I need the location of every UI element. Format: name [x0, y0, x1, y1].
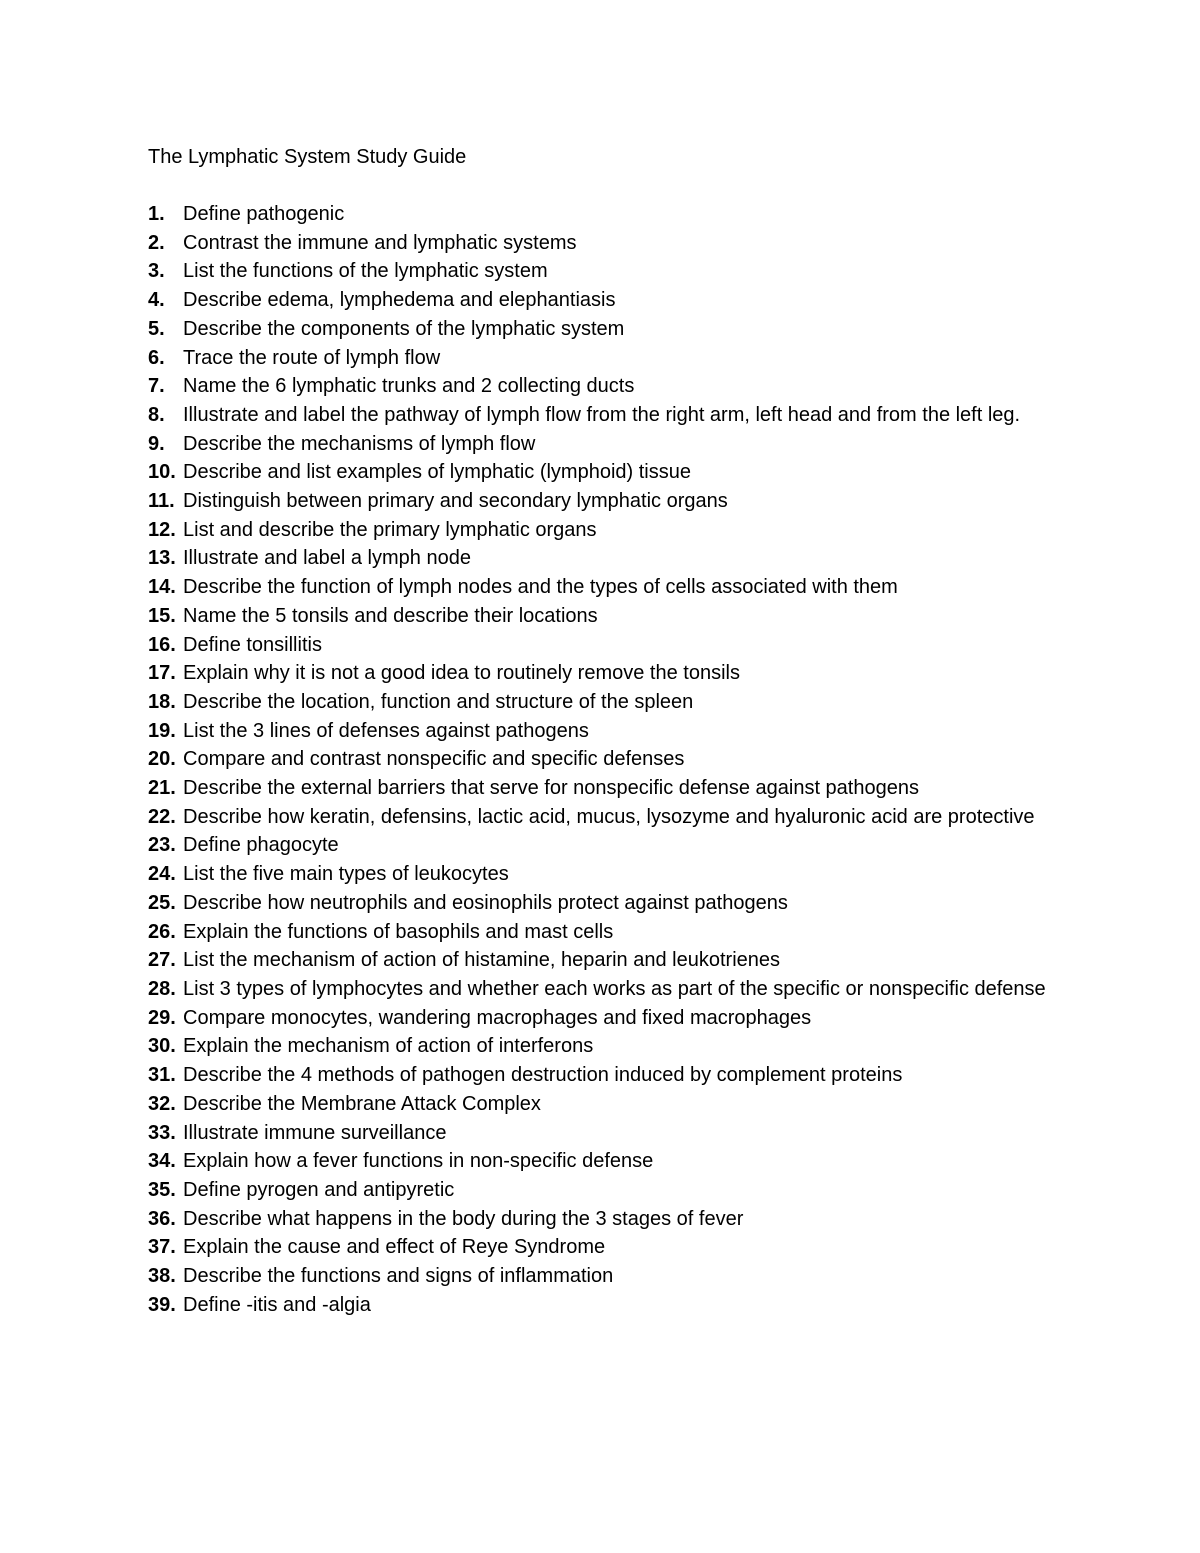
list-item-text: Define phagocyte	[183, 834, 339, 857]
list-item-text: Define pyrogen and antipyretic	[183, 1178, 455, 1201]
list-item-number: 13.	[148, 547, 176, 570]
list-item-number: 37.	[148, 1236, 176, 1259]
list-item	[148, 688, 1078, 717]
list-item-number: 30.	[148, 1035, 176, 1058]
list-item-number: 18.	[148, 690, 176, 713]
list-item-number: 28.	[148, 977, 176, 1000]
list-item-number: 38.	[148, 1265, 176, 1288]
document-title: The Lymphatic System Study Guide	[148, 146, 467, 168]
list-item-text: Contrast the immune and lymphatic systems	[183, 231, 577, 254]
list-item	[148, 860, 1078, 889]
list-item	[148, 745, 1078, 774]
list-item	[148, 286, 1078, 315]
list-item	[148, 946, 1078, 975]
list-item-number: 2.	[148, 231, 165, 254]
list-item-number: 8.	[148, 403, 165, 426]
list-item-text: Explain how a fever functions in non-specific defense	[183, 1150, 654, 1173]
list-item-number: 20.	[148, 748, 176, 771]
list-item	[148, 458, 1078, 487]
list-item-number: 25.	[148, 891, 176, 914]
list-item-text: Describe how neutrophils and eosinophils protect against pathogens	[183, 891, 788, 914]
list-item-text: Name the 6 lymphatic trunks and 2 collecting ducts	[183, 375, 635, 398]
list-item-text: Describe and list examples of lymphatic (lymphoid) tissue	[183, 461, 691, 484]
list-item-text: Define -itis and -algia	[183, 1293, 371, 1316]
list-item-number: 11.	[148, 490, 175, 513]
list-item-number: 3.	[148, 260, 165, 283]
list-item	[148, 774, 1078, 803]
list-item	[148, 573, 1078, 602]
list-item	[148, 831, 1078, 860]
list-item-text: Define tonsillitis	[183, 633, 322, 656]
list-item-number: 12.	[148, 518, 176, 541]
list-item-number: 7.	[148, 375, 165, 398]
list-item	[148, 1291, 1078, 1320]
list-item	[148, 602, 1078, 631]
list-item-number: 34.	[148, 1150, 176, 1173]
list-item-number: 31.	[148, 1064, 176, 1087]
list-item	[148, 344, 1078, 373]
list-item-number: 27.	[148, 949, 176, 972]
list-item-text: Describe the 4 methods of pathogen destruction induced by complement proteins	[183, 1064, 903, 1087]
list-item	[148, 889, 1078, 918]
list-item-number: 24.	[148, 863, 176, 886]
list-item-text: List the functions of the lymphatic system	[183, 260, 548, 283]
list-item-number: 39.	[148, 1293, 176, 1316]
study-guide-list	[148, 200, 1078, 1319]
list-item-number: 1.	[148, 203, 165, 225]
list-item	[148, 1090, 1078, 1119]
list-item-text: Describe how keratin, defensins, lactic acid, mucus, lysozyme and hyaluronic acid are protective	[183, 805, 1035, 828]
list-item-text: Explain the functions of basophils and mast cells	[183, 920, 614, 943]
list-item-number: 23.	[148, 834, 176, 857]
list-item	[148, 1061, 1078, 1090]
list-item-text: Illustrate and label the pathway of lymph flow from the right arm, left head and from the left leg.	[183, 403, 1021, 426]
list-item	[148, 803, 1078, 832]
list-item-number: 14.	[148, 576, 176, 599]
list-item-number: 32.	[148, 1092, 176, 1115]
list-item	[148, 544, 1078, 573]
list-item-text: Describe the external barriers that serve for nonspecific defense against pathogens	[183, 777, 919, 800]
list-item	[148, 975, 1078, 1004]
list-item-text: Describe the functions and signs of inflammation	[183, 1265, 614, 1288]
list-item-text: Define pathogenic	[183, 203, 345, 225]
list-item-text: Illustrate immune surveillance	[183, 1121, 447, 1144]
list-item-number: 29.	[148, 1006, 176, 1029]
list-item	[148, 717, 1078, 746]
list-item	[148, 1032, 1078, 1061]
list-item	[148, 631, 1078, 660]
list-item-text: Describe the components of the lymphatic system	[183, 317, 625, 340]
list-item-number: 35.	[148, 1178, 176, 1201]
list-item-text: Describe the mechanisms of lymph flow	[183, 432, 536, 455]
list-item-text: List the mechanism of action of histamine, heparin and leukotrienes	[183, 949, 781, 972]
list-item	[148, 918, 1078, 947]
list-item-number: 5.	[148, 317, 165, 340]
list-item	[148, 200, 1078, 229]
list-item-text: Illustrate and label a lymph node	[183, 547, 471, 570]
list-item-number: 22.	[148, 805, 176, 828]
list-item	[148, 315, 1078, 344]
list-item-text: Explain the mechanism of action of interferons	[183, 1035, 594, 1058]
list-item	[148, 257, 1078, 286]
list-item	[148, 1147, 1078, 1176]
list-item	[148, 401, 1078, 430]
list-item-text: Describe the Membrane Attack Complex	[183, 1092, 541, 1115]
list-item-number: 16.	[148, 633, 176, 656]
list-item-number: 6.	[148, 346, 165, 369]
list-item-text: List the five main types of leukocytes	[183, 863, 509, 886]
list-item	[148, 1205, 1078, 1234]
list-item	[148, 229, 1078, 258]
list-item	[148, 1262, 1078, 1291]
list-item-text: Explain the cause and effect of Reye Syndrome	[183, 1236, 606, 1259]
list-item-text: Describe the function of lymph nodes and the types of cells associated with them	[183, 576, 898, 599]
list-item	[148, 1119, 1078, 1148]
list-item	[148, 430, 1078, 459]
list-item	[148, 372, 1078, 401]
list-item	[148, 1004, 1078, 1033]
list-item-text: List 3 types of lymphocytes and whether each works as part of the specific or nonspecific defense	[183, 977, 1046, 1000]
list-item-text: Describe what happens in the body during the 3 stages of fever	[183, 1207, 744, 1230]
list-item-number: 36.	[148, 1207, 176, 1230]
list-item-text: List and describe the primary lymphatic organs	[183, 518, 597, 541]
list-item-number: 9.	[148, 432, 165, 455]
list-item-number: 26.	[148, 920, 176, 943]
list-item	[148, 516, 1078, 545]
list-item-text: List the 3 lines of defenses against pathogens	[183, 719, 589, 742]
list-item-number: 17.	[148, 662, 176, 685]
list-item-text: Describe edema, lymphedema and elephantiasis	[183, 289, 616, 312]
list-item-number: 33.	[148, 1121, 176, 1144]
list-item	[148, 1176, 1078, 1205]
list-item-number: 15.	[148, 604, 176, 627]
list-item-number: 21.	[148, 777, 176, 800]
list-item-text: Distinguish between primary and secondary lymphatic organs	[183, 490, 728, 513]
list-item	[148, 659, 1078, 688]
list-item	[148, 1233, 1078, 1262]
list-item-number: 19.	[148, 719, 176, 742]
list-item-number: 10.	[148, 461, 176, 484]
list-item-text: Explain why it is not a good idea to routinely remove the tonsils	[183, 662, 740, 685]
list-item-text: Name the 5 tonsils and describe their locations	[183, 604, 598, 627]
list-item-number: 4.	[148, 289, 165, 312]
list-item-text: Describe the location, function and structure of the spleen	[183, 690, 694, 713]
list-item-text: Trace the route of lymph flow	[183, 346, 441, 369]
list-item	[148, 487, 1078, 516]
list-item-text: Compare and contrast nonspecific and specific defenses	[183, 748, 685, 771]
list-item-text: Compare monocytes, wandering macrophages and fixed macrophages	[183, 1006, 812, 1029]
